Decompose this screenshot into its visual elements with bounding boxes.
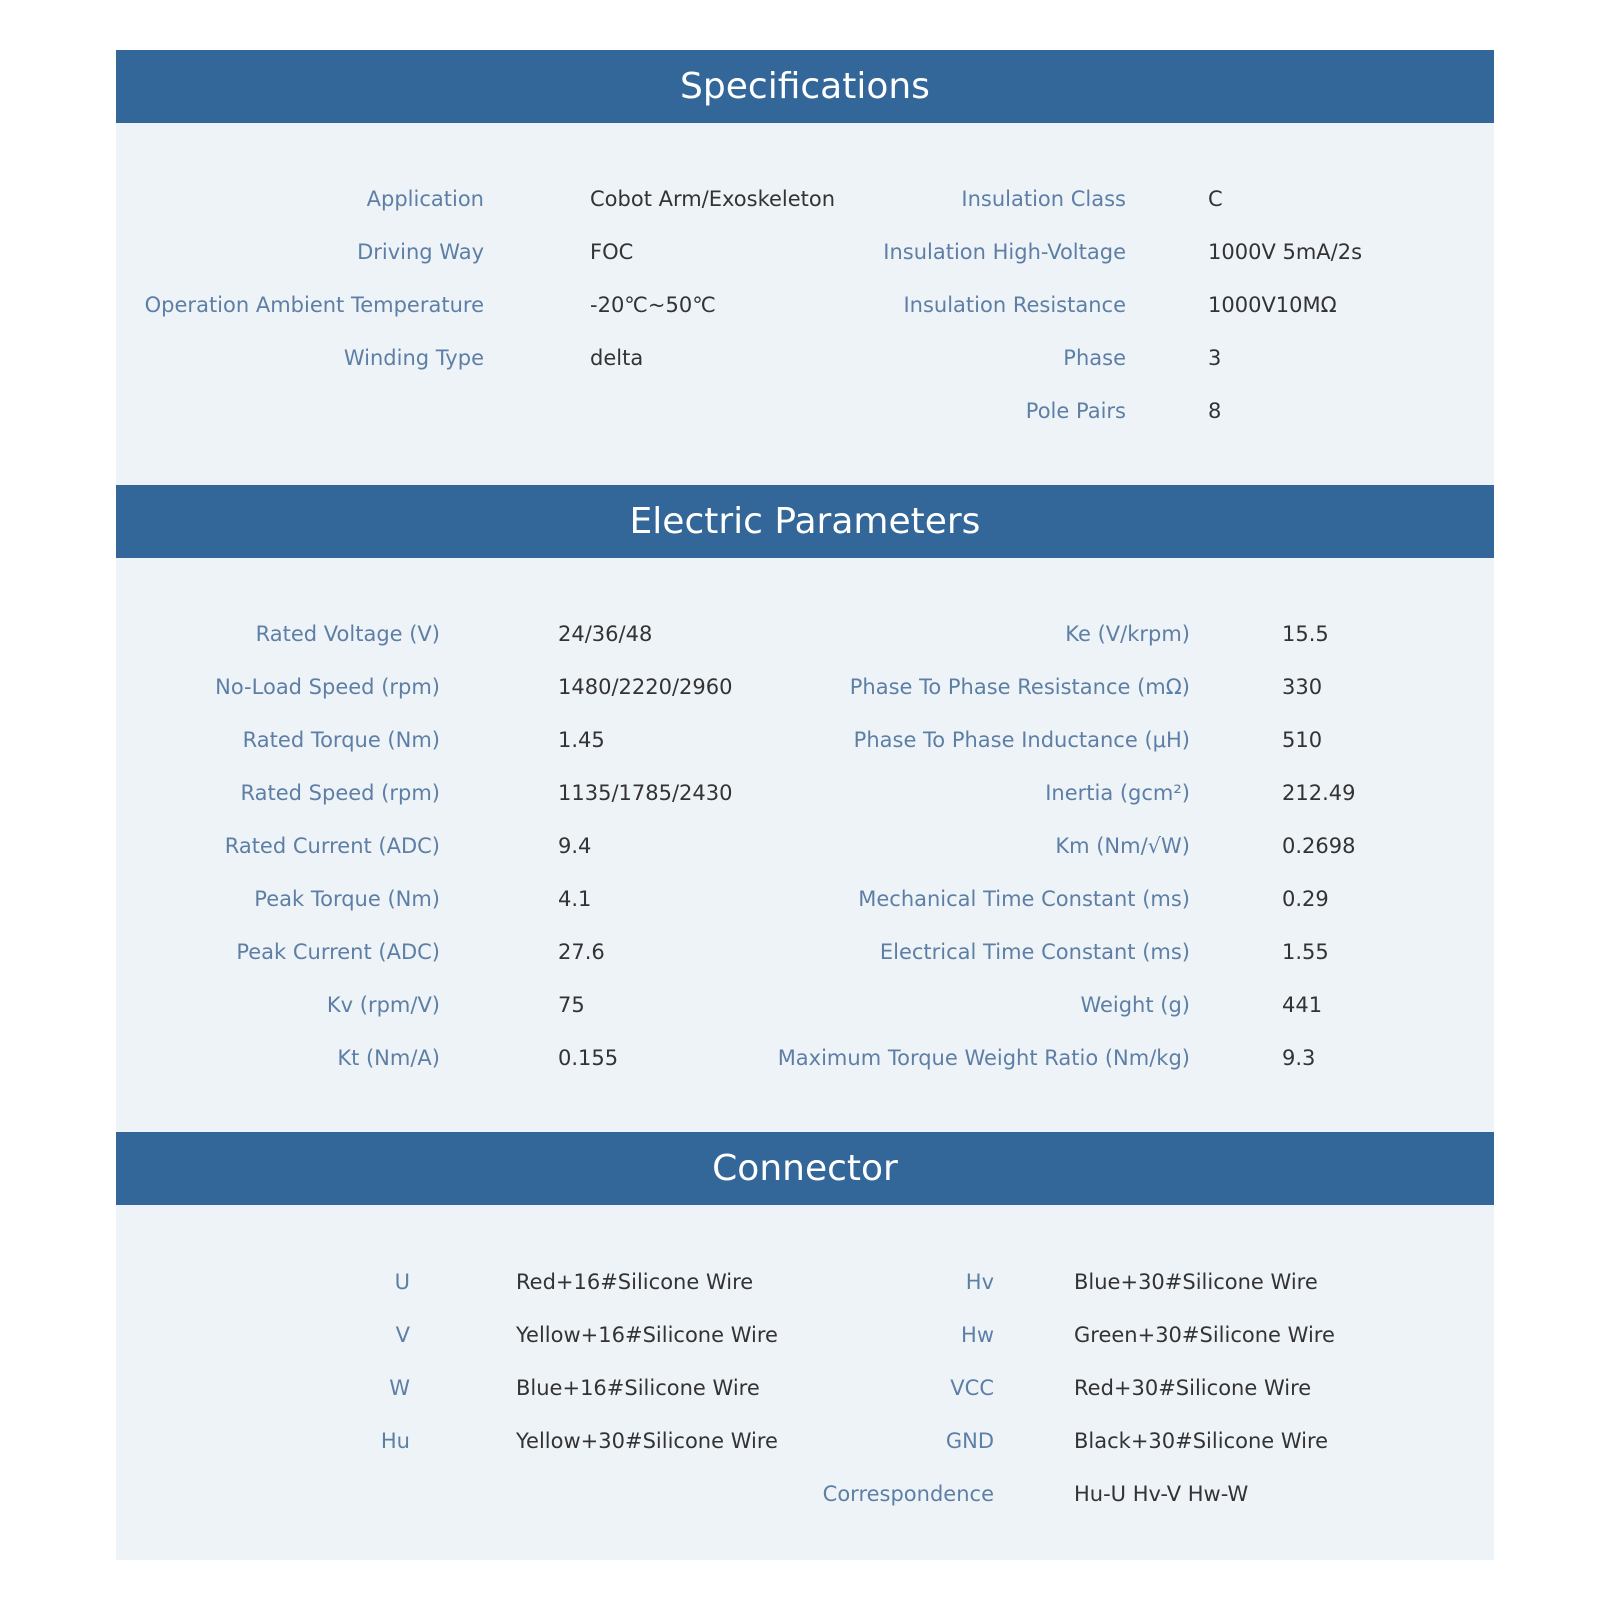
specifications-title: Specifications — [680, 66, 930, 107]
elec-label-weight: Weight (g) — [1080, 993, 1190, 1017]
conn-label-correspondence: Correspondence — [822, 1482, 994, 1506]
elec-value-weight: 441 — [1282, 993, 1323, 1017]
conn-label-hv: Hv — [965, 1270, 994, 1294]
spec-value-ambient-temperature: -20℃~50℃ — [590, 293, 716, 317]
elec-label-ke: Ke (V/krpm) — [1065, 622, 1190, 646]
spec-label-application: Application — [366, 187, 484, 211]
spec-label-ambient-temperature: Operation Ambient Temperature — [144, 293, 484, 317]
conn-label-v: V — [395, 1323, 410, 1347]
elec-value-electrical-time-constant: 1.55 — [1282, 940, 1329, 964]
elec-label-kv: Kv (rpm/V) — [326, 993, 440, 1017]
spec-label-winding-type: Winding Type — [343, 346, 484, 370]
elec-value-peak-torque: 4.1 — [558, 887, 592, 911]
conn-label-hu: Hu — [380, 1429, 410, 1453]
elec-value-phase-resistance: 330 — [1282, 675, 1323, 699]
conn-value-correspondence: Hu-U Hv-V Hw-W — [1074, 1482, 1249, 1506]
elec-label-kt: Kt (Nm/A) — [337, 1046, 440, 1070]
spec-value-driving-way: FOC — [590, 240, 634, 264]
elec-label-no-load-speed: No-Load Speed (rpm) — [215, 675, 440, 699]
elec-value-no-load-speed: 1480/2220/2960 — [558, 675, 733, 699]
spec-label-phase: Phase — [1063, 346, 1126, 370]
spec-label-insulation-high-voltage: Insulation High-Voltage — [883, 240, 1126, 264]
conn-label-hw: Hw — [961, 1323, 994, 1347]
elec-label-rated-speed: Rated Speed (rpm) — [240, 781, 440, 805]
elec-label-electrical-time-constant: Electrical Time Constant (ms) — [879, 940, 1190, 964]
elec-label-km: Km (Nm/√W) — [1055, 834, 1190, 858]
connector-title: Connector — [712, 1148, 898, 1189]
conn-value-v: Yellow+16#Silicone Wire — [516, 1323, 778, 1347]
spec-value-insulation-high-voltage: 1000V 5mA/2s — [1208, 240, 1363, 264]
conn-label-w: W — [389, 1376, 410, 1400]
elec-value-inertia: 212.49 — [1282, 781, 1356, 805]
specifications-header — [116, 50, 1494, 123]
elec-value-rated-voltage: 24/36/48 — [558, 622, 653, 646]
conn-value-hw: Green+30#Silicone Wire — [1074, 1323, 1335, 1347]
elec-value-kv: 75 — [558, 993, 585, 1017]
elec-label-peak-torque: Peak Torque (Nm) — [254, 887, 440, 911]
spec-label-insulation-resistance: Insulation Resistance — [903, 293, 1126, 317]
spec-label-driving-way: Driving Way — [357, 240, 484, 264]
elec-label-phase-inductance: Phase To Phase Inductance (μH) — [853, 728, 1190, 752]
spec-value-pole-pairs: 8 — [1208, 399, 1222, 423]
spec-label-pole-pairs: Pole Pairs — [1025, 399, 1126, 423]
spec-sheet — [116, 50, 1494, 1560]
elec-value-phase-inductance: 510 — [1282, 728, 1323, 752]
elec-label-max-torque-weight-ratio: Maximum Torque Weight Ratio (Nm/kg) — [777, 1046, 1190, 1070]
spec-value-application: Cobot Arm/Exoskeleton — [590, 187, 836, 211]
elec-value-mechanical-time-constant: 0.29 — [1282, 887, 1329, 911]
conn-value-w: Blue+16#Silicone Wire — [516, 1376, 760, 1400]
elec-label-inertia: Inertia (gcm²) — [1045, 781, 1190, 805]
electric-parameters-header — [116, 485, 1494, 558]
elec-label-rated-torque: Rated Torque (Nm) — [242, 728, 440, 752]
spec-value-winding-type: delta — [590, 346, 644, 370]
spec-value-insulation-class: C — [1208, 187, 1223, 211]
elec-value-rated-speed: 1135/1785/2430 — [558, 781, 733, 805]
conn-value-vcc: Red+30#Silicone Wire — [1074, 1376, 1312, 1400]
spec-value-insulation-resistance: 1000V10MΩ — [1208, 293, 1337, 317]
elec-value-rated-current: 9.4 — [558, 834, 592, 858]
conn-label-vcc: VCC — [950, 1376, 994, 1400]
elec-label-peak-current: Peak Current (ADC) — [236, 940, 440, 964]
elec-label-rated-current: Rated Current (ADC) — [224, 834, 440, 858]
elec-value-kt: 0.155 — [558, 1046, 619, 1070]
electric-parameters-title: Electric Parameters — [629, 501, 981, 542]
elec-label-phase-resistance: Phase To Phase Resistance (mΩ) — [849, 675, 1190, 699]
spec-value-phase: 3 — [1208, 346, 1222, 370]
conn-value-hv: Blue+30#Silicone Wire — [1074, 1270, 1318, 1294]
elec-value-peak-current: 27.6 — [558, 940, 605, 964]
conn-value-u: Red+16#Silicone Wire — [516, 1270, 754, 1294]
elec-value-ke: 15.5 — [1282, 622, 1329, 646]
connector-header — [116, 1132, 1494, 1205]
conn-value-hu: Yellow+30#Silicone Wire — [516, 1429, 778, 1453]
elec-label-mechanical-time-constant: Mechanical Time Constant (ms) — [858, 887, 1190, 911]
elec-value-max-torque-weight-ratio: 9.3 — [1282, 1046, 1316, 1070]
spec-label-insulation-class: Insulation Class — [961, 187, 1126, 211]
conn-value-gnd: Black+30#Silicone Wire — [1074, 1429, 1329, 1453]
conn-label-u: U — [394, 1270, 410, 1294]
conn-label-gnd: GND — [945, 1429, 994, 1453]
elec-label-rated-voltage: Rated Voltage (V) — [255, 622, 440, 646]
elec-value-rated-torque: 1.45 — [558, 728, 605, 752]
elec-value-km: 0.2698 — [1282, 834, 1356, 858]
